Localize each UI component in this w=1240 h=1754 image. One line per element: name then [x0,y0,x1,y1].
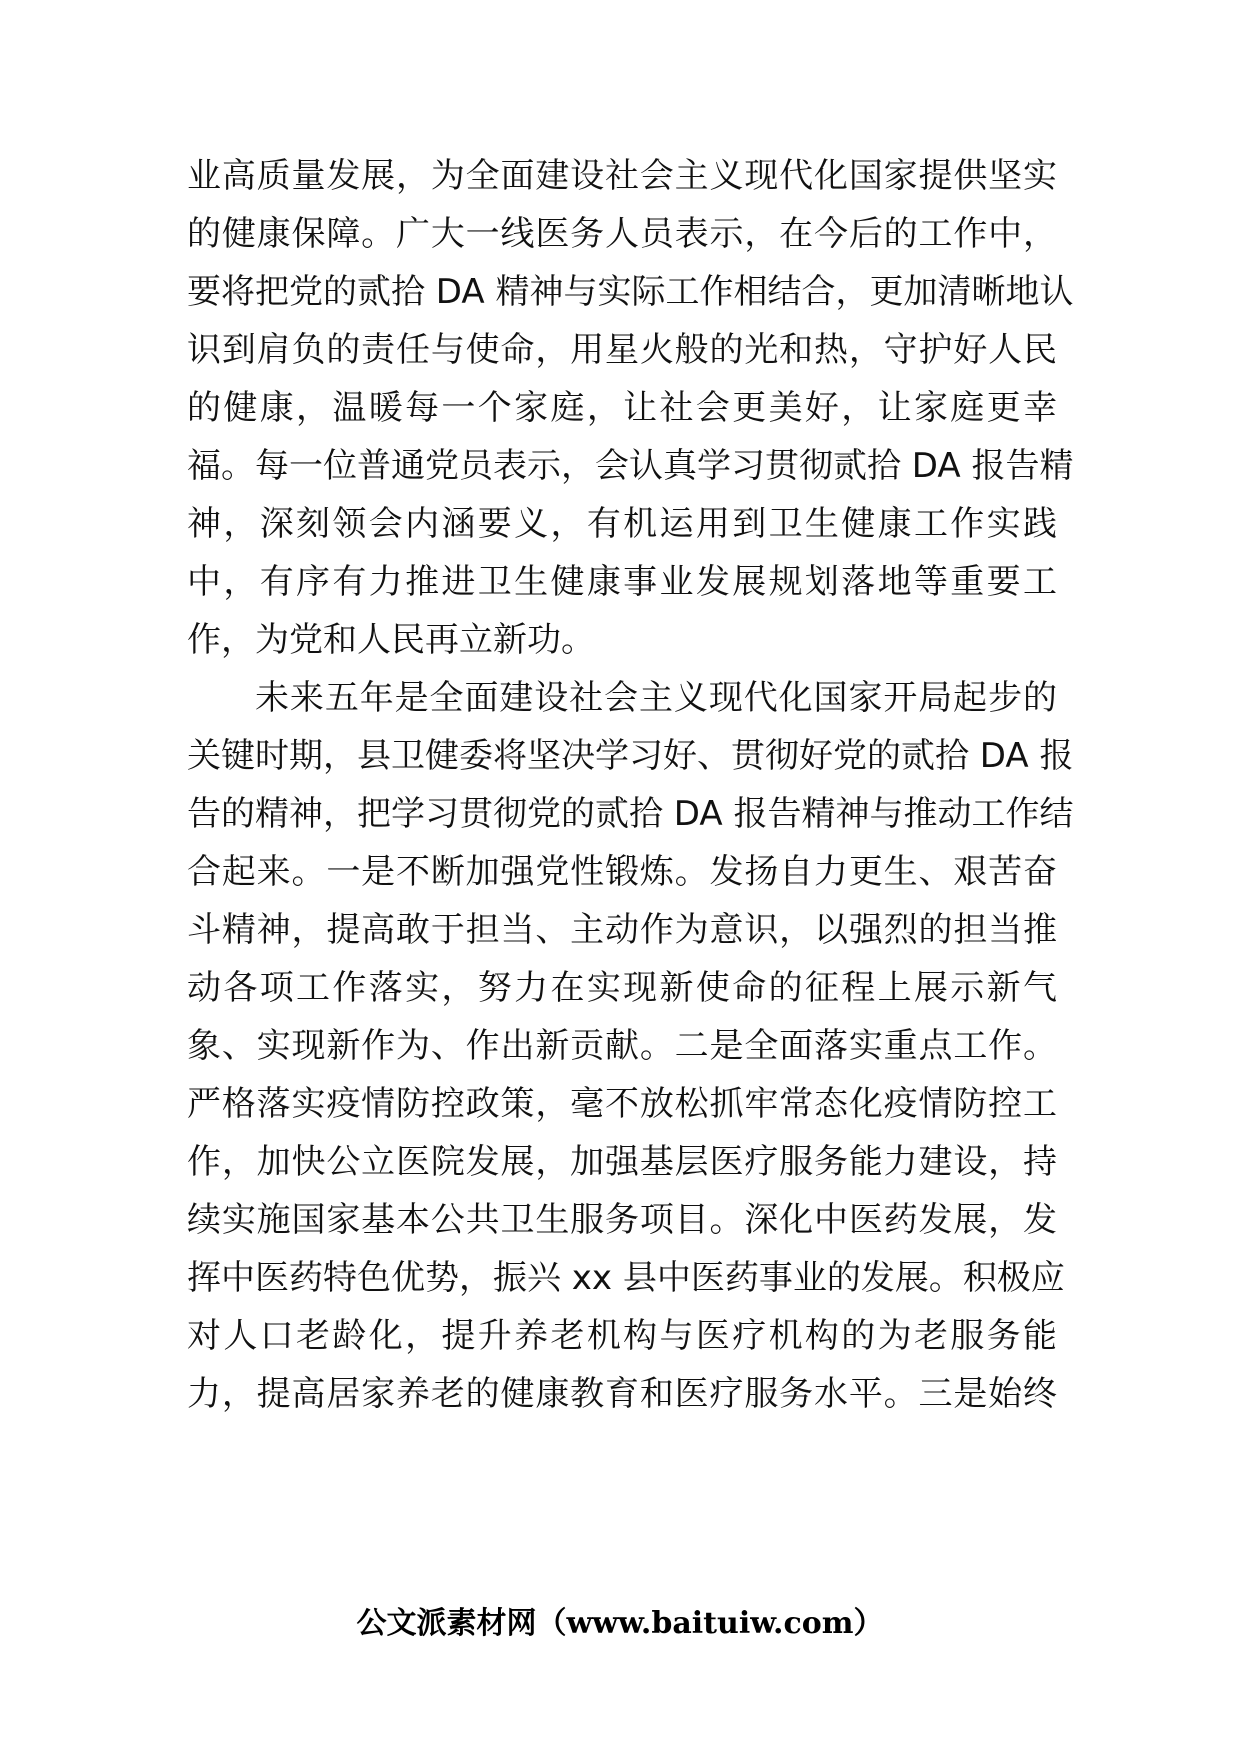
text-line: 告的精神，把学习贯彻党的贰拾 DA 报告精神与推动工作结 [187,794,1074,834]
text-line: 神，深刻领会内涵要义，有机运用到卫生健康工作实践 [187,504,1057,544]
text-line: 象、实现新作为、作出新贡献。二是全面落实重点工作。 [187,1026,1057,1066]
text-line: 续实施国家基本公共卫生服务项目。深化中医药发展，发 [187,1200,1057,1240]
text-line: 对人口老龄化，提升养老机构与医疗机构的为老服务能 [187,1316,1057,1356]
text-line: 未来五年是全面建设社会主义现代化国家开局起步的 [255,678,1057,718]
text-line: 挥中医药特色优势，振兴 xx 县中医药事业的发展。积极应 [187,1258,1065,1298]
text-line: 作，加快公立医院发展，加强基层医疗服务能力建设，持 [187,1142,1057,1182]
text-line: 要将把党的贰拾 DA 精神与实际工作相结合，更加清晰地认 [187,272,1074,312]
text-line: 力，提高居家养老的健康教育和医疗服务水平。三是始终 [187,1374,1057,1414]
text-line: 斗精神，提高敢于担当、主动作为意识，以强烈的担当推 [187,910,1057,950]
text-line: 福。每一位普通党员表示，会认真学习贯彻贰拾 DA 报告精 [187,446,1074,486]
text-line: 的健康，温暖每一个家庭，让社会更美好，让家庭更幸 [187,388,1057,428]
text-line: 的健康保障。广大一线医务人员表示，在今后的工作中， [187,214,1057,254]
text-line: 严格落实疫情防控政策，毫不放松抓牢常态化疫情防控工 [187,1084,1057,1124]
text-line: 合起来。一是不断加强党性锻炼。发扬自力更生、艰苦奋 [187,852,1057,892]
text-line: 识到肩负的责任与使命，用星火般的光和热，守护好人民 [187,330,1057,370]
text-line: 关键时期，县卫健委将坚决学习好、贯彻好党的贰拾 DA 报 [187,736,1074,776]
text-line: 业高质量发展，为全面建设社会主义现代化国家提供坚实 [187,156,1057,196]
text-line: 中，有序有力推进卫生健康事业发展规划落地等重要工 [187,562,1057,602]
text-line: 动各项工作落实，努力在实现新使命的征程上展示新气 [187,968,1057,1008]
watermark-footer: 公文派素材网（www.baituiw.com） [356,1606,884,1641]
text-line: 作，为党和人民再立新功。 [187,620,595,660]
